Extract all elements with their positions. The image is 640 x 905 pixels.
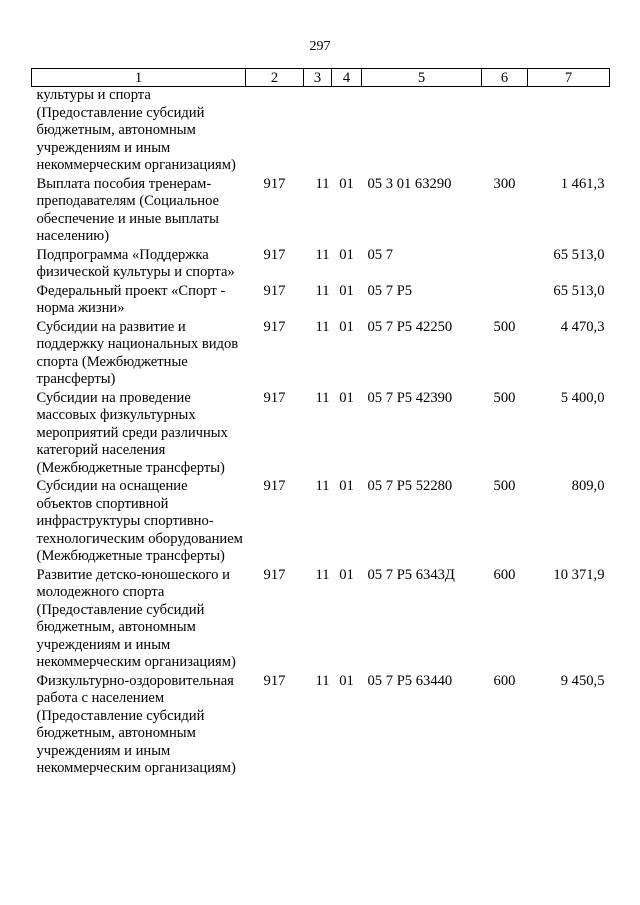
table-row [32, 283, 610, 319]
row-section-code: 11 [315, 175, 330, 192]
row-description: Подпрограмма «Поддержка физической культуры и спорта» [36, 246, 235, 280]
row-target-article: 05 3 01 63290 [367, 175, 452, 192]
row-ministry-code: 917 [263, 175, 286, 192]
row-amount: 9 450,5 [560, 672, 605, 689]
row-section-code: 11 [315, 566, 330, 583]
row-section-code: 11 [315, 389, 330, 406]
row-description: Субсидии на проведение массовых физкультурных мероприятий среди различных категорий населения (Межбюджетные трансферты) [36, 389, 228, 476]
row-ministry-code: 917 [263, 672, 286, 689]
row-ministry-code: 917 [263, 318, 286, 335]
row-subsection-code: 01 [339, 246, 354, 263]
row-subsection-code [332, 87, 362, 176]
row-amount: 5 400,0 [560, 389, 605, 406]
table-row [32, 567, 610, 673]
row-amount [528, 87, 610, 176]
row-expense-type: 500 [493, 478, 516, 494]
row-subsection-code: 01 [339, 566, 354, 583]
row-section-code: 11 [315, 672, 330, 689]
column-header-1: 1 [32, 69, 246, 87]
row-amount: 1 461,3 [560, 175, 605, 192]
row-description: культуры и спорта (Предоставление субсидий бюджетным, автономным учреждениям и иным некоммерческим организациям) [36, 87, 236, 173]
row-ministry-code: 917 [263, 389, 286, 406]
row-subsection-code: 01 [339, 318, 354, 335]
row-description: Развитие детско-юношеского и молодежного спорта (Предоставление субсидий бюджетным, автономным учреждениям и иным некоммерческим организациям) [36, 566, 236, 670]
budget-table [31, 68, 610, 779]
page-number: 297 [309, 39, 331, 54]
row-section-code: 11 [315, 478, 330, 494]
table-row [32, 87, 610, 176]
row-amount: 809,0 [571, 478, 605, 494]
table-row [32, 390, 610, 479]
row-expense-type: 500 [493, 318, 516, 335]
row-expense-type: 500 [493, 389, 516, 406]
row-subsection-code: 01 [339, 672, 354, 689]
row-ministry-code [246, 87, 304, 176]
row-section-code: 11 [315, 246, 330, 263]
row-description: Физкультурно-оздоровительная работа с населением (Предоставление субсидий бюджетным, автономным учреждениям и иным некоммерческим организациям) [36, 672, 236, 776]
row-subsection-code: 01 [339, 478, 354, 494]
row-amount: 65 513,0 [553, 282, 605, 299]
row-target-article: 05 7 P5 [367, 282, 413, 299]
row-expense-type: 600 [493, 566, 516, 583]
row-subsection-code: 01 [339, 282, 354, 299]
row-expense-type: 300 [493, 175, 516, 192]
row-ministry-code: 917 [263, 566, 286, 583]
row-expense-type: 600 [493, 672, 516, 689]
row-target-article [362, 87, 482, 176]
column-header-6: 6 [482, 69, 528, 87]
row-expense-type [482, 247, 528, 283]
table-row [32, 247, 610, 283]
table-row [32, 176, 610, 247]
row-target-article: 05 7 P5 6343Д [367, 566, 455, 583]
column-header-4: 4 [332, 69, 362, 87]
column-header-2: 2 [246, 69, 304, 87]
row-target-article: 05 7 P5 42250 [367, 318, 453, 335]
row-expense-type [482, 87, 528, 176]
row-subsection-code: 01 [339, 389, 354, 406]
row-amount: 65 513,0 [553, 246, 605, 263]
row-subsection-code: 01 [339, 175, 354, 192]
table-row [32, 478, 610, 567]
row-description: Выплата пособия тренерам-преподавателям (Социальное обеспечение и иные выплаты населению) [36, 175, 220, 244]
row-section-code: 11 [315, 282, 330, 299]
row-amount: 4 470,3 [560, 318, 605, 335]
row-target-article: 05 7 [367, 246, 394, 263]
row-target-article: 05 7 P5 42390 [367, 389, 453, 406]
column-header-3: 3 [304, 69, 332, 87]
column-header-5: 5 [362, 69, 482, 87]
row-ministry-code: 917 [263, 478, 286, 494]
row-target-article: 05 7 P5 52280 [367, 478, 453, 494]
row-ministry-code: 917 [263, 282, 286, 299]
column-header-7: 7 [528, 69, 610, 87]
row-description: Федеральный проект «Спорт - норма жизни» [36, 282, 226, 316]
table-body [32, 87, 610, 779]
row-description: Субсидии на развитие и поддержку национальных видов спорта (Межбюджетные трансферты) [36, 318, 239, 387]
row-section-code: 11 [315, 318, 330, 335]
row-ministry-code: 917 [263, 246, 286, 263]
row-expense-type [482, 283, 528, 319]
row-description: Субсидии на оснащение объектов спортивной инфраструктуры спортивно-технологическим оборудованием (Межбюджетные трансферты) [36, 478, 243, 564]
row-section-code [304, 87, 332, 176]
table-row [32, 319, 610, 390]
table-row [32, 673, 610, 779]
row-amount: 10 371,9 [553, 566, 605, 583]
table-header-row [32, 69, 610, 87]
row-target-article: 05 7 P5 63440 [367, 672, 453, 689]
